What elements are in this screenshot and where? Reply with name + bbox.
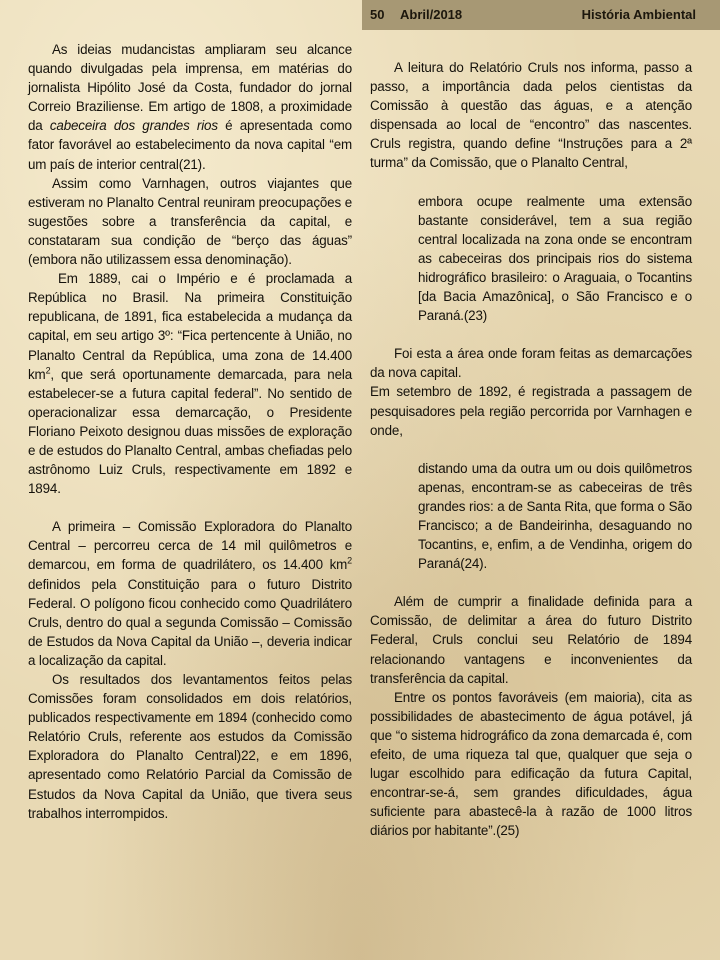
text-run: definidos pela Constituição para o futuro Distrito Federal. O polígono ficou conhecido como Quadrilátero Cruls, dentro do qual a segunda Comissão – Comissão de Estudos da Nova Capital da União –, deveria indicar a localização da capital.: [28, 576, 352, 668]
paragraph: Assim como Varnhagen, outros viajantes que estiveram no Planalto Central reuniram preocupações e sugestões sobre a transferência da capital, e constataram sua condição de “berço das águas” (embora não utilizassem essa denominação).: [28, 175, 352, 268]
block-quote: distando uma da outra um ou dois quilômetros apenas, encontram-se as cabeceiras de três grandes rios: a de Santa Rita, que forma o São Francisco; a de Bandeirinha, desaguando no Tocantins, e, enfim, a de Vendinha, origem do Paraná(24).: [418, 460, 692, 572]
paragraph: [28, 269, 352, 498]
text-run: , que será oportunamente demarcada, para nela estabelecer-se a futura capital federal”. No sentido de operacionalizar essa demarcação, o Presidente Floriano Peixoto designou duas missões de exploração e de estudos do Planalto Central, ambas chefiadas pelo astrônomo Luiz Cruls, respectivamente em 1892 e 1894.: [28, 366, 352, 497]
section-title: História Ambiental: [581, 7, 696, 22]
text-run: é apresentada como fator favorável ao estabelecimento da nova capital “em um país de interior central(21).: [28, 118, 352, 172]
paragraph: Entre os pontos favoráveis (em maioria), cita as possibilidades de abastecimento de água potável, já que “o sistema hidrográfico da zona demarcada é, com efeito, de uma riqueza tal que, qualquer que seja o lugar escolhido para edificação da futura Capital, encontrar-se-á, sem grandes dificuldades, água suficiente para abastecê-la à razão de 1000 litros diários por habitante”.(25): [370, 689, 692, 839]
issue-date: Abril/2018: [400, 7, 463, 22]
paragraph: [28, 517, 352, 670]
paragraph: Em setembro de 1892, é registrada a passagem de pesquisadores pela região percorrida por Varnhagen e onde,: [370, 384, 692, 438]
block-quote: embora ocupe realmente uma extensão bastante considerável, tem a sua região central localizada na zona onde se encontram as cabeceiras dos principais rios do sistema hidrográfico brasileiro: o Araguaia, o Tocantins [da Bacia Amazônica], o São Francisco e o Paraná.(23): [418, 193, 692, 324]
paragraph: Além de cumprir a finalidade definida para a Comissão, de delimitar a área do futuro Distrito Federal, Cruls conclui seu Relatório de 1894 relacionando vantagens e inconvenientes da transferência da capital.: [370, 594, 692, 686]
page-header: [362, 0, 720, 30]
superscript: 2: [347, 555, 352, 566]
paragraph: [28, 40, 352, 174]
emphasis-text: cabeceira dos grandes rios: [49, 118, 218, 134]
page-number: 50: [370, 7, 385, 22]
paragraph: A leitura do Relatório Cruls nos informa, passo a passo, a importância dada pelos cientistas da Comissão à questão das águas, e a atenção dispensada ao local de “encontro” das nascentes. Cruls registra, quando define “Instruções para a 2ª turma” da Comissão, que o Planalto Central,: [370, 60, 692, 171]
right-column: [370, 58, 692, 840]
paragraph: Os resultados dos levantamentos feitos pelas Comissões foram consolidados em dois relatórios, publicados respectivamente em 1894 (conhecido como Relatório Cruls, referente aos estudos da Comissão Exploradora do Planalto Central)22, e em 1896, apresentado como Relatório Parcial da Comissão de Estudos da Nova Capital da União, que tivera seus trabalhos interrompidos.: [28, 672, 352, 821]
text-run: As ideias mudancistas ampliaram seu alcance quando divulgadas pela imprensa, em matérias do jornalista Hipólito José da Costa, fundador do jornal Correio Braziliense. Em artigo de 1808, a proximidade da: [28, 42, 352, 134]
text-run: Em 1889, cai o Império e é proclamada a República no Brasil. Na primeira Constituição republicana, de 1891, fica estabelecida a mudança da capital, em seu artigo 3º: “Fica pertencente à União, no Planalto Central da República, uma zona de 14.400 km: [28, 271, 352, 382]
paragraph: Foi esta a área onde foram feitas as demarcações da nova capital.: [370, 346, 692, 381]
text-run: A primeira – Comissão Exploradora do Planalto Central – percorreu cerca de 14 mil quilômetros e demarcou, em forma de quadrilátero, os 14.400 km: [28, 519, 352, 573]
superscript: 2: [45, 365, 51, 376]
left-column: [28, 40, 352, 823]
